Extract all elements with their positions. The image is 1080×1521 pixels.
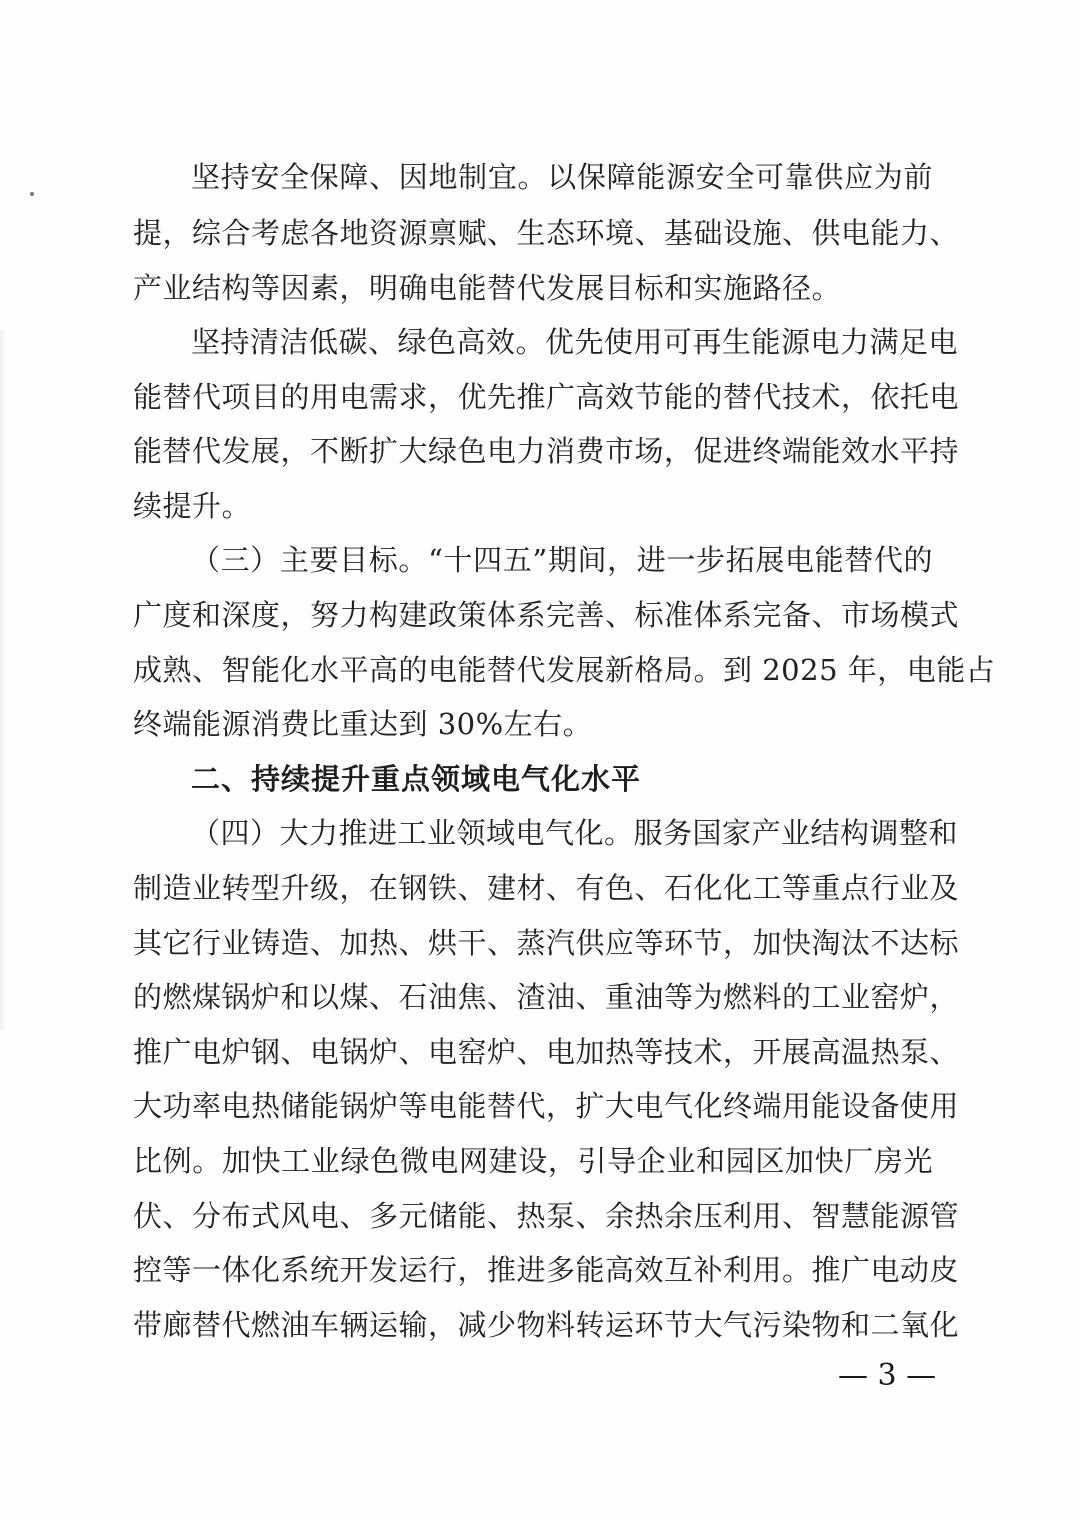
paragraph-4-line-5: 推广电炉钢、电锅炉、电窑炉、电加热等技术，开展高温热泵、 [133, 1035, 960, 1069]
paragraph-4-line-7: 比例。加快工业绿色微电网建设，引导企业和园区加快厂房光 [133, 1144, 933, 1178]
paragraph-4-line-9: 控等一体化系统开发运行，推进多能高效互补利用。推广电动皮 [133, 1253, 960, 1287]
paragraph-3-line-1: （三）主要目标。“十四五”期间，进一步拓展电能替代的 [191, 543, 933, 577]
scan-edge-shadow [0, 330, 6, 1030]
paragraph-4-line-6: 大功率电热储能锅炉等电能替代，扩大电气化终端用能设备使用 [133, 1089, 960, 1123]
paragraph-4-line-2: 制造业转型升级，在钢铁、建材、有色、石化化工等重点行业及 [133, 871, 960, 905]
paragraph-2-line-4: 续提升。 [133, 489, 252, 523]
paragraph-3-line-2: 广度和深度，努力构建政策体系完善、标准体系完备、市场模式 [133, 598, 960, 632]
page-number: — 3 — [838, 1358, 937, 1393]
paragraph-4-line-8: 伏、分布式风电、多元储能、热泵、余热余压利用、智慧能源管 [133, 1199, 960, 1233]
section-heading: 二、持续提升重点领域电气化水平 [191, 762, 642, 796]
paragraph-4-line-10: 带廊替代燃油车辆运输，减少物料转运环节大气污染物和二氧化 [133, 1308, 960, 1342]
paragraph-2-line-3: 能替代发展，不断扩大绿色电力消费市场，促进终端能效水平持 [133, 434, 960, 468]
paragraph-4-line-4: 的燃煤锅炉和以煤、石油焦、渣油、重油等为燃料的工业窑炉， [133, 980, 960, 1014]
paragraph-4-line-1: （四）大力推进工业领域电气化。服务国家产业结构调整和 [191, 816, 959, 850]
paragraph-1-line-3: 产业结构等因素，明确电能替代发展目标和实施路径。 [133, 271, 842, 305]
scan-speck [30, 192, 34, 196]
paragraph-2-line-1: 坚持清洁低碳、绿色高效。优先使用可再生能源电力满足电 [191, 325, 959, 359]
paragraph-3-line-3: 成熟、智能化水平高的电能替代发展新格局。到 2025 年，电能占 [133, 653, 996, 687]
paragraph-1-line-1: 坚持安全保障、因地制宜。以保障能源安全可靠供应为前 [191, 160, 933, 194]
paragraph-2-line-2: 能替代项目的用电需求，优先推广高效节能的替代技术，依托电 [133, 380, 960, 414]
paragraph-3-line-4: 终端能源消费比重达到 30%左右。 [133, 707, 593, 741]
paragraph-1-line-2: 提，综合考虑各地资源禀赋、生态环境、基础设施、供电能力、 [133, 216, 960, 250]
paragraph-4-line-3: 其它行业铸造、加热、烘干、蒸汽供应等环节，加快淘汰不达标 [133, 926, 960, 960]
